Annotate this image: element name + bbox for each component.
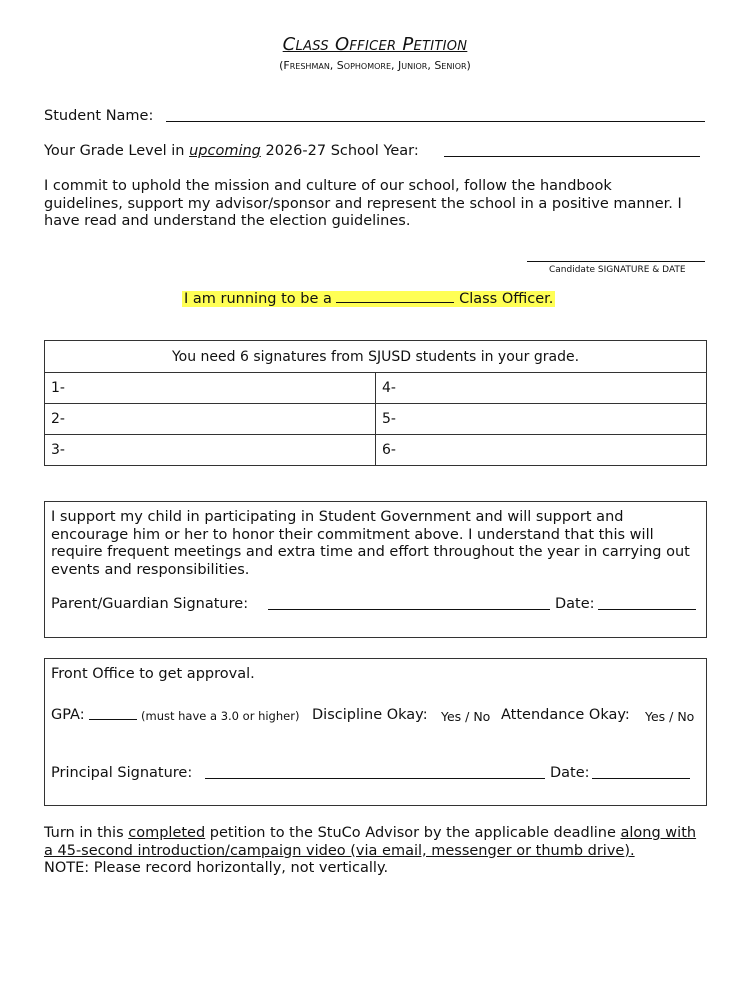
form-subtitle: (Freshman, Sophomore, Junior, Senior) [279,59,471,72]
discipline-options[interactable]: Yes / No [441,709,491,724]
signature-slot-2[interactable]: 2- [45,404,376,435]
gpa-requirement-note: (must have a 3.0 or higher) [141,709,300,723]
running-for-statement: I am running to be a Class Officer. [184,291,554,307]
principal-signature-label: Principal Signature: [51,765,193,781]
gpa-label: GPA: [51,707,85,723]
principal-signature-field[interactable] [205,778,545,779]
student-name-field[interactable] [166,121,705,122]
attendance-label: Attendance Okay: [501,707,630,723]
parent-date-field[interactable] [598,609,696,610]
candidate-signature-caption: Candidate SIGNATURE & DATE [549,265,686,275]
attendance-options[interactable]: Yes / No [645,709,695,724]
office-title-field[interactable] [336,292,454,303]
gpa-field[interactable] [89,719,137,720]
grade-level-label: Your Grade Level in upcoming 2026-27 School Year: [44,143,419,159]
signature-slot-4[interactable]: 4- [376,373,707,404]
parent-signature-label: Parent/Guardian Signature: [51,596,249,612]
submission-instructions: Turn in this completed petition to the StuCo Advisor by the applicable deadline along with a 45-second introduction/campaign video (via email, messenger or thumb drive). [44,825,697,859]
grade-level-field[interactable] [444,156,700,157]
candidate-signature-field[interactable] [527,261,705,262]
signature-slot-5[interactable]: 5- [376,404,707,435]
commitment-statement: I commit to uphold the mission and culture of our school, follow the handbook guidelines, support my advisor/sponsor and represent the school in a positive manner. I have read and understand the election guidelines. [44,178,682,229]
principal-date-field[interactable] [592,778,690,779]
student-signatures-table [44,340,707,466]
signature-slot-6[interactable]: 6- [376,435,707,466]
discipline-label: Discipline Okay: [312,707,428,723]
parent-signature-field[interactable] [268,609,550,610]
parent-date-label: Date: [555,596,595,612]
student-name-label: Student Name: [44,108,154,124]
recording-note: NOTE: Please record horizontally, not vertically. [44,860,389,876]
signature-slot-3[interactable]: 3- [45,435,376,466]
signatures-table-header: You need 6 signatures from SJUSD students in your grade. [45,341,707,373]
form-title: Class Officer Petition [282,34,468,55]
upcoming-emphasis: upcoming [189,143,261,159]
parent-consent-text: I support my child in participating in Student Government and will support and encourage him or her to honor their commitment above. I understand that this will require frequent meetings and extra time and effort throughout the year in carrying out events and responsibilities. [51,509,690,578]
signature-slot-1[interactable]: 1- [45,373,376,404]
front-office-heading: Front Office to get approval. [51,666,255,682]
principal-date-label: Date: [550,765,590,781]
